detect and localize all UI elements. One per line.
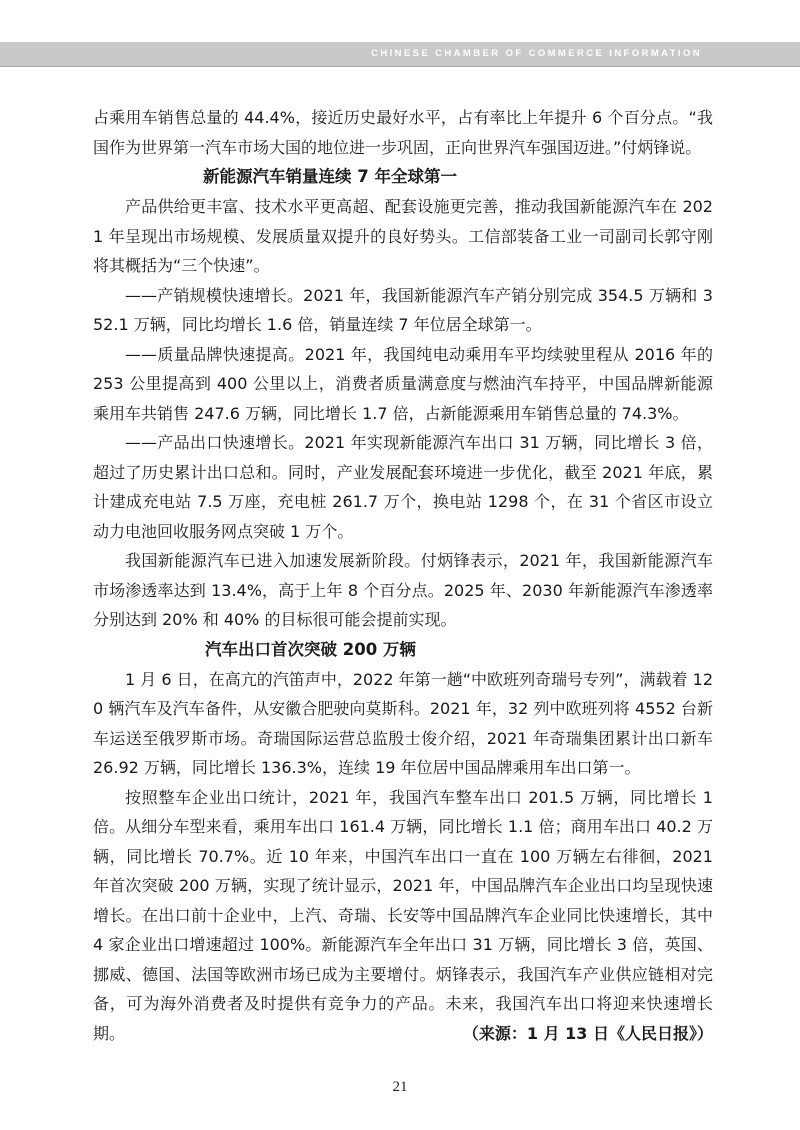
section-heading-export: 汽车出口首次突破 200 万辆 [205, 639, 416, 659]
paragraph: 我国新能源汽车已进入加速发展新阶段。付炳锋表示，2021 年，我国新能源汽车市场渗透率达到 13.4%，高于上年 8 个百分点。2025 年、2030 年新能源汽车渗透率分别达到 20% 和 40% 的目标很可能会提前实现。 [93, 551, 713, 629]
source-citation: （来源：1 月 13 日《人民日报》） [462, 1023, 713, 1043]
paragraph-continuation: 占乘用车销售总量的 44.4%，接近历史最好水平，占有率比上年提升 6 个百分点。“我国作为世界第一汽车市场大国的地位进一步巩固，正向世界汽车强国迈进。”付炳锋说。 [93, 108, 713, 157]
article-body [93, 103, 713, 1048]
paragraph: 1 月 6 日，在高亢的汽笛声中，2022 年第一趟“中欧班列奇瑞号专列”，满载着 120 辆汽车及汽车备件，从安徽合肥驶向莫斯科。2021 年，32 列中欧班列将 4552 台新车运送至俄罗斯市场。奇瑞国际运营总监殷士俊介绍，2021 年奇瑞集团累计出口新车 26.92 万辆，同比增长 136.3%，连续 19 年位居中国品牌乘用车出口第一。 [93, 669, 713, 777]
paragraph: 产品供给更丰富、技术水平更高超、配套设施更完善，推动我国新能源汽车在 2021 年呈现出市场规模、发展质量双提升的良好势头。工信部装备工业一司副司长郭守刚将其概括为“三个快速”。 [93, 197, 713, 275]
page-number: 21 [392, 1079, 408, 1095]
header-title: CHINESE CHAMBER OF COMMERCE INFORMATION [371, 48, 702, 59]
paragraph-final [93, 783, 713, 1049]
paragraph: ——产品出口快速增长。2021 年实现新能源汽车出口 31 万辆，同比增长 3 倍，超过了历史累计出口总和。同时，产业发展配套环境进一步优化，截至 2021 年底，累计建成充电站 7.5 万座，充电桩 261.7 万个，换电站 1298 个，在 31 个省区市设立动力电池回收服务网点突破 1 万个。 [93, 433, 713, 541]
paragraph: ——产销规模快速增长。2021 年，我国新能源汽车产销分别完成 354.5 万辆和 352.1 万辆，同比均增长 1.6 倍，销量连续 7 年位居全球第一。 [93, 285, 713, 334]
section-heading-nev: 新能源汽车销量连续 7 年全球第一 [203, 167, 457, 186]
paragraph: ——质量品牌快速提高。2021 年，我国纯电动乘用车平均续驶里程从 2016 年的 253 公里提高到 400 公里以上，消费者质量满意度与燃油汽车持平，中国品牌新能源乘用车共销售 247.6 万辆，同比增长 1.7 倍，占新能源乘用车销售总量的 74.3%。 [93, 344, 713, 423]
paragraph-final-text: 按照整车企业出口统计，2021 年，我国汽车整车出口 201.5 万辆，同比增长 1 倍。从细分车型来看，乘用车出口 161.4 万辆，同比增长 1.1 倍；商用车出口 40.2 万辆，同比增长 70.7%。近 10 年来，中国汽车出口一直在 100 万辆左右徘徊，2021 年首次突破 200 万辆，实现了统计显示，2021 年，中国品牌汽车企业出口均呈现快速增长。在出口前十企业中，上汽、奇瑞、长安等中国品牌汽车企业同比快速增长，其中 4 家企业出口增速超过 100%。新能源汽车全年出口 31 万辆，同比增长 3 倍，英国、挪威、德国、法国等欧洲市场已成为主要增付。炳锋表示，我国汽车产业供应链相对完备，可为海外消费者及时提供有竞争力的产品。未来，我国汽车出口将迎来快速增长期。 [93, 787, 713, 1043]
header-divider [0, 66, 800, 67]
